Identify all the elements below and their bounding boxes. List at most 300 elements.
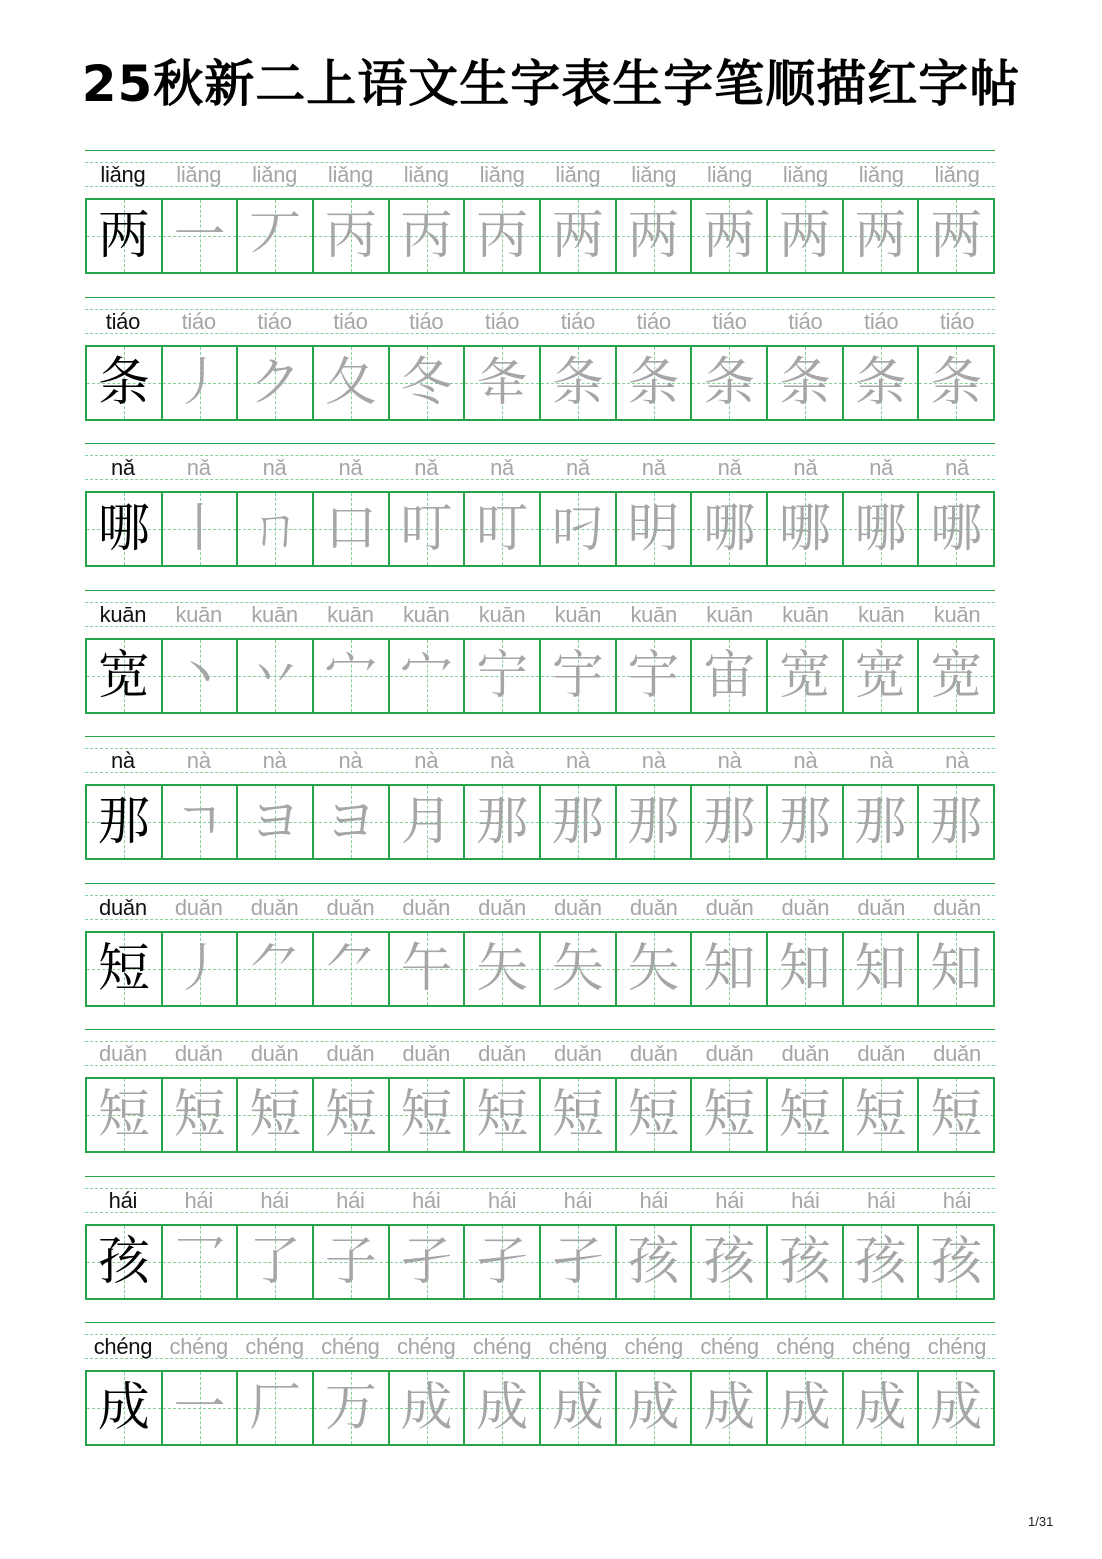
trace-character: 短	[249, 1085, 302, 1145]
trace-character-cell	[465, 1372, 541, 1444]
trace-character: 丨	[173, 499, 226, 559]
trace-character-cell	[692, 786, 768, 858]
pinyin-label: nà	[186, 748, 211, 773]
pinyin-rule-line	[85, 590, 995, 591]
trace-character-cell	[314, 200, 390, 272]
trace-character-cell	[919, 493, 993, 565]
practice-row	[85, 443, 995, 567]
trace-character: 那	[854, 792, 907, 852]
trace-character: 矢	[627, 938, 680, 999]
pinyin-label: chéng	[321, 1334, 380, 1359]
pinyin-rule-line	[85, 297, 995, 298]
pinyin-label: duǎn	[629, 1041, 678, 1066]
trace-character: 宙	[703, 645, 756, 706]
pinyin-label: tiáo	[181, 308, 216, 334]
trace-character: 短	[400, 1085, 453, 1145]
trace-character: 两	[778, 206, 831, 266]
trace-character: 短	[930, 1085, 983, 1145]
trace-character: 孑	[400, 1231, 453, 1292]
pinyin-label: kuān	[251, 601, 298, 627]
pinyin-label: duǎn	[174, 1041, 223, 1066]
practice-row	[85, 590, 995, 714]
trace-character-cell	[541, 200, 617, 272]
pinyin-label: kuān	[630, 601, 677, 627]
trace-character: 那	[476, 792, 529, 852]
pinyin-label: hái	[639, 1187, 668, 1213]
model-character: 宽	[97, 645, 150, 706]
pinyin-row	[85, 600, 995, 630]
pinyin-label: nà	[793, 748, 818, 773]
pinyin-label: duǎn	[402, 894, 451, 920]
pinyin-row	[85, 893, 995, 923]
trace-character: 两	[854, 206, 907, 266]
tian-grid	[85, 491, 995, 567]
pinyin-label: duǎn	[554, 894, 602, 920]
trace-character: ⺈	[324, 938, 377, 999]
pinyin-label: duǎn	[781, 894, 830, 920]
pinyin-label: kuān	[175, 601, 222, 627]
pinyin-label: nǎ	[945, 455, 969, 480]
trace-character-cell	[844, 1226, 920, 1298]
pinyin-label: hái	[942, 1187, 972, 1213]
model-character-cell	[87, 933, 163, 1005]
trace-character: 条	[703, 352, 756, 413]
trace-character-cell	[844, 493, 920, 565]
pinyin-label: nà	[945, 748, 969, 773]
trace-character: 成	[703, 1378, 756, 1438]
pinyin-label: nà	[262, 748, 287, 773]
trace-character: 成	[400, 1378, 453, 1438]
trace-character-cell	[617, 1372, 693, 1444]
trace-character: 短	[97, 1085, 150, 1145]
pinyin-label: tiáo	[560, 308, 596, 334]
trace-character: ⺈	[249, 938, 302, 999]
pinyin-label: duǎn	[99, 1041, 147, 1066]
model-character: 那	[97, 792, 150, 852]
trace-character: 孩	[703, 1231, 756, 1292]
page-number: 1/31	[1028, 1514, 1054, 1529]
pinyin-label: tiáo	[409, 308, 444, 334]
pinyin-guide	[85, 150, 995, 198]
trace-character: 条	[778, 352, 831, 413]
pinyin-label: tiáo	[636, 308, 671, 334]
pinyin-label: nǎ	[262, 455, 287, 480]
trace-character-cell	[163, 1372, 239, 1444]
trace-character-cell	[692, 640, 768, 712]
trace-character-cell	[768, 933, 844, 1005]
trace-character: 那	[930, 792, 983, 852]
pinyin-label: liǎng	[858, 162, 904, 187]
trace-character-cell	[390, 1079, 466, 1151]
trace-character-cell	[541, 493, 617, 565]
pinyin-label: hái	[260, 1187, 289, 1213]
trace-character-cell	[541, 933, 617, 1005]
trace-character: 成	[854, 1378, 907, 1438]
tian-grid	[85, 931, 995, 1007]
trace-character: 知	[703, 938, 756, 999]
pinyin-label: liǎng	[555, 162, 601, 187]
model-character-cell	[87, 200, 163, 272]
trace-character-cell	[617, 347, 693, 419]
pinyin-label: chéng	[776, 1334, 835, 1359]
trace-character-cell	[238, 1079, 314, 1151]
trace-character: 孩	[627, 1231, 680, 1292]
trace-character: 条	[627, 352, 680, 413]
trace-character-cell	[617, 1079, 693, 1151]
trace-character-cell	[390, 640, 466, 712]
trace-character: 丆	[249, 206, 302, 266]
pinyin-label: hái	[563, 1187, 593, 1213]
trace-character-cell	[541, 347, 617, 419]
model-character-cell	[87, 347, 163, 419]
trace-character: 成	[930, 1378, 983, 1438]
trace-character: ㄇ	[249, 499, 302, 559]
trace-character-cell	[390, 200, 466, 272]
pinyin-label: liǎng	[327, 162, 373, 187]
pinyin-label: chéng	[397, 1334, 456, 1359]
trace-character: 哪	[778, 499, 831, 559]
trace-character-cell	[919, 640, 993, 712]
pinyin-label: nǎ	[338, 455, 363, 480]
pinyin-label: duǎn	[781, 1041, 830, 1066]
pinyin-label: nà	[414, 748, 439, 773]
trace-character: 条	[551, 352, 604, 413]
trace-character: ク	[249, 352, 302, 413]
trace-character: 那	[551, 792, 604, 852]
trace-character-cell	[163, 493, 239, 565]
pinyin-guide	[85, 883, 995, 931]
trace-character-cell	[465, 347, 541, 419]
trace-character: 夂	[324, 352, 377, 413]
trace-character: ㄱ	[174, 792, 225, 852]
pinyin-label: kuān	[554, 601, 602, 627]
pinyin-row	[85, 307, 995, 337]
trace-character-cell	[314, 347, 390, 419]
pinyin-label: chéng	[851, 1334, 911, 1359]
pinyin-label: duǎn	[933, 894, 981, 920]
pinyin-label: duǎn	[857, 1041, 906, 1066]
trace-character: 宁	[476, 645, 529, 706]
pinyin-label: duǎn	[174, 894, 223, 920]
pinyin-label: chéng	[700, 1334, 759, 1359]
trace-character-cell	[844, 200, 920, 272]
trace-character-cell	[768, 347, 844, 419]
trace-character: 丙	[324, 206, 377, 266]
trace-character-cell	[919, 786, 993, 858]
pinyin-label: kuān	[933, 601, 981, 627]
trace-character-cell	[768, 786, 844, 858]
trace-character: 两	[930, 206, 983, 266]
pinyin-rule-line	[85, 883, 995, 884]
pinyin-guide	[85, 443, 995, 491]
model-character: 两	[97, 206, 150, 266]
trace-character: 了	[249, 1231, 302, 1292]
pinyin-label: liǎng	[100, 162, 146, 187]
trace-character: 厂	[249, 1378, 302, 1438]
pinyin-label: nǎ	[565, 455, 590, 480]
trace-character: 条	[854, 352, 907, 413]
pinyin-rule-line	[85, 1322, 995, 1323]
pinyin-label: liǎng	[403, 162, 449, 187]
trace-character-cell	[238, 640, 314, 712]
trace-character-cell	[692, 933, 768, 1005]
trace-character: 短	[778, 1085, 831, 1145]
pinyin-label: hái	[866, 1187, 896, 1213]
pinyin-label: kuān	[782, 601, 829, 627]
pinyin-label: nǎ	[186, 455, 211, 480]
pinyin-row	[85, 1039, 995, 1069]
model-character: 孩	[97, 1231, 150, 1292]
trace-character-cell	[768, 493, 844, 565]
trace-character: 夅	[476, 352, 529, 413]
trace-character-cell	[163, 786, 239, 858]
pinyin-label: duǎn	[705, 1041, 754, 1066]
trace-character: 午	[400, 938, 453, 999]
pinyin-row	[85, 453, 995, 483]
trace-character-cell	[541, 640, 617, 712]
trace-character-cell	[390, 1372, 466, 1444]
pinyin-label: kuān	[402, 601, 450, 627]
pinyin-label: tiáo	[864, 308, 899, 334]
trace-character: 条	[930, 352, 983, 413]
pinyin-label: hái	[487, 1187, 517, 1213]
trace-character: 月	[400, 792, 453, 852]
trace-character: 成	[627, 1378, 680, 1438]
pinyin-label: liǎng	[176, 162, 222, 187]
trace-character: 孑	[551, 1231, 604, 1292]
trace-character: 那	[778, 792, 831, 852]
trace-character-cell	[692, 1372, 768, 1444]
trace-character-cell	[617, 640, 693, 712]
trace-character: 叮	[476, 499, 529, 559]
trace-character-cell	[238, 347, 314, 419]
pinyin-label: chéng	[169, 1334, 228, 1359]
trace-character-cell	[163, 933, 239, 1005]
trace-character: 宽	[930, 645, 983, 706]
trace-character: 丙	[400, 206, 453, 266]
trace-character-cell	[314, 493, 390, 565]
pinyin-label: chéng	[927, 1334, 987, 1359]
pinyin-label: hái	[336, 1187, 365, 1213]
trace-character: ヨ	[324, 792, 377, 852]
trace-character-cell	[238, 786, 314, 858]
pinyin-label: tiáo	[939, 308, 975, 334]
tian-grid	[85, 345, 995, 421]
pinyin-label: nǎ	[490, 455, 514, 480]
trace-character-cell	[465, 640, 541, 712]
tian-grid	[85, 1224, 995, 1300]
trace-character-cell	[919, 347, 993, 419]
trace-character-cell	[541, 1226, 617, 1298]
tian-grid	[85, 1077, 995, 1153]
trace-character-cell	[390, 347, 466, 419]
trace-character-cell	[314, 1372, 390, 1444]
trace-character: 叼	[551, 499, 604, 559]
trace-character-cell	[314, 1226, 390, 1298]
trace-character: 那	[703, 792, 756, 852]
pinyin-guide	[85, 1322, 995, 1370]
trace-character-cell	[768, 1226, 844, 1298]
trace-character-cell	[465, 1079, 541, 1151]
model-character: 成	[97, 1378, 150, 1438]
trace-character: 丶	[173, 645, 226, 706]
pinyin-label: duǎn	[478, 894, 526, 920]
pinyin-label: chéng	[624, 1334, 683, 1359]
trace-character-cell	[541, 786, 617, 858]
pinyin-label: duǎn	[250, 894, 299, 920]
trace-character: 宽	[854, 645, 907, 706]
trace-character-cell	[844, 786, 920, 858]
pinyin-row	[85, 160, 995, 190]
trace-character: 两	[551, 206, 604, 266]
trace-character-cell	[541, 1079, 617, 1151]
practice-row	[85, 736, 995, 860]
trace-character-cell	[768, 1079, 844, 1151]
trace-character-cell	[163, 1079, 239, 1151]
pinyin-guide	[85, 736, 995, 784]
trace-character-cell	[465, 493, 541, 565]
tian-grid	[85, 784, 995, 860]
trace-character-cell	[163, 640, 239, 712]
trace-character: 孩	[778, 1231, 831, 1292]
trace-character: 乛	[173, 1231, 226, 1292]
pinyin-row	[85, 1332, 995, 1362]
pinyin-label: kuān	[478, 601, 526, 627]
trace-character-cell	[238, 493, 314, 565]
trace-character-cell	[692, 1226, 768, 1298]
trace-character: 矢	[476, 938, 529, 999]
trace-character-cell	[465, 200, 541, 272]
trace-character: 冬	[400, 352, 453, 413]
trace-character: 孩	[854, 1231, 907, 1292]
trace-character: 那	[627, 792, 680, 852]
trace-character: 丿	[173, 938, 226, 999]
practice-row	[85, 297, 995, 421]
pinyin-label: chéng	[472, 1334, 532, 1359]
trace-character: 宀	[324, 645, 377, 706]
trace-character: 短	[551, 1085, 604, 1145]
pinyin-label: nà	[869, 748, 894, 773]
trace-character: 哪	[930, 499, 983, 559]
trace-character: 丷	[249, 645, 302, 706]
pinyin-label: nǎ	[869, 455, 894, 480]
trace-character-cell	[163, 1226, 239, 1298]
trace-character: ヨ	[249, 792, 302, 852]
pinyin-label: nà	[110, 748, 135, 773]
trace-character-cell	[844, 1372, 920, 1444]
trace-character: 成	[778, 1378, 831, 1438]
pinyin-label: duǎn	[629, 894, 678, 920]
pinyin-label: liǎng	[631, 162, 677, 187]
trace-character-cell	[238, 933, 314, 1005]
trace-character: 成	[551, 1378, 604, 1438]
trace-character-cell	[692, 347, 768, 419]
trace-character-cell	[163, 347, 239, 419]
pinyin-label: nà	[717, 748, 742, 773]
trace-character-cell	[768, 640, 844, 712]
pinyin-label: hái	[791, 1187, 820, 1213]
trace-character-cell	[314, 786, 390, 858]
trace-character-cell	[617, 493, 693, 565]
pinyin-label: hái	[411, 1187, 441, 1213]
trace-character: 两	[703, 206, 756, 266]
trace-character: 短	[627, 1085, 680, 1145]
trace-character-cell	[390, 493, 466, 565]
pinyin-label: duǎn	[857, 894, 906, 920]
pinyin-guide	[85, 590, 995, 638]
trace-character-cell	[768, 1372, 844, 1444]
trace-character-cell	[919, 1226, 993, 1298]
trace-character: 明	[627, 499, 680, 559]
pinyin-label: hái	[184, 1187, 213, 1213]
pinyin-label: nǎ	[414, 455, 439, 480]
trace-character: 子	[324, 1231, 377, 1292]
trace-character: 宽	[778, 645, 831, 706]
trace-character-cell	[238, 1372, 314, 1444]
pinyin-label: nà	[565, 748, 590, 773]
trace-character: 知	[778, 938, 831, 999]
pinyin-rule-line	[85, 443, 995, 444]
trace-character-cell	[390, 1226, 466, 1298]
pinyin-rule-line	[85, 736, 995, 737]
trace-character: 短	[173, 1085, 226, 1145]
pinyin-label: liǎng	[934, 162, 980, 187]
pinyin-label: liǎng	[479, 162, 525, 187]
pinyin-label: duǎn	[326, 894, 375, 920]
pinyin-label: nà	[641, 748, 666, 773]
practice-row	[85, 150, 995, 274]
pinyin-label: duǎn	[326, 1041, 375, 1066]
pinyin-label: chéng	[93, 1334, 153, 1359]
trace-character-cell	[692, 200, 768, 272]
model-character: 哪	[97, 499, 150, 559]
trace-character-cell	[919, 200, 993, 272]
pinyin-label: nà	[338, 748, 363, 773]
trace-character-cell	[238, 1226, 314, 1298]
trace-character-cell	[541, 1372, 617, 1444]
tian-grid	[85, 198, 995, 274]
pinyin-label: nǎ	[793, 455, 818, 480]
trace-character: 宀	[400, 645, 453, 706]
pinyin-label: tiáo	[788, 308, 823, 334]
tian-grid	[85, 1370, 995, 1446]
pinyin-label: tiáo	[712, 308, 747, 334]
model-character: 短	[97, 938, 150, 999]
trace-character-cell	[617, 1226, 693, 1298]
model-character-cell	[87, 493, 163, 565]
model-character-cell	[87, 786, 163, 858]
pinyin-row	[85, 1186, 995, 1216]
trace-character-cell	[844, 1079, 920, 1151]
pinyin-row	[85, 746, 995, 776]
trace-character: 一	[173, 1378, 226, 1438]
trace-character-cell	[465, 933, 541, 1005]
trace-character: 哪	[703, 499, 756, 559]
trace-character-cell	[919, 933, 993, 1005]
trace-character: 知	[930, 938, 983, 999]
trace-character: 口	[324, 499, 377, 559]
trace-character: 两	[627, 206, 680, 266]
trace-character-cell	[390, 786, 466, 858]
pinyin-guide	[85, 1029, 995, 1077]
trace-character: 短	[703, 1085, 756, 1145]
pinyin-label: hái	[108, 1187, 138, 1213]
trace-character-cell	[314, 640, 390, 712]
pinyin-guide	[85, 1176, 995, 1224]
trace-character: 宇	[551, 645, 604, 706]
pinyin-rule-line	[85, 150, 995, 151]
trace-character-cell	[314, 933, 390, 1005]
